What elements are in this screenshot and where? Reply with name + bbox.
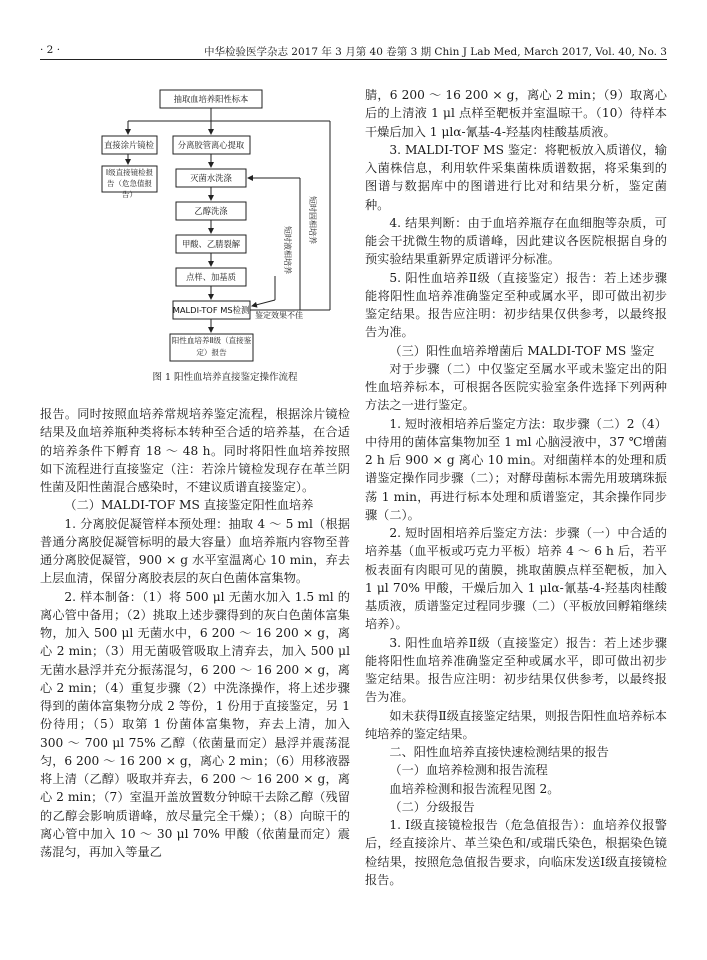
right-paragraph-10: 血培养检测和报告流程见图 2。	[389, 781, 560, 796]
box-water-label: 灭菌水洗涤	[190, 173, 232, 183]
box-report2-wrap	[171, 335, 252, 360]
left-paragraph-3: 2. 样本制备：（1）将 500 μl 无菌水加入 1.5 ml 的离心管中备用；（2）挑取上述步骤得到的灰白色菌体富集物，加入 500 μl 无菌水中，6 200 ～ 16 200 × g，离心 2 min；（3）用无菌吸管吸取上清弃去，加入 500 μl 无菌水悬浮并充分振荡混匀，6 200 ～ 16 200 × g，离心 2 min；（4）重复步骤（2）中洗涤操作，将上述步骤得到的菌体富集物分成 2 等份，1 份用于直接鉴定，另 1 份待用；（5）取第 1 份菌体富集物，弃去上清，加入 300 ～ 700 μl 75% 乙醇（依菌量而定）悬浮并震荡混匀，6 200 ～ 16 200 × g，离心 2 min；（6）用移液器将上清（乙醇）吸取并弃去，6 200 ～ 16 200 × g，离心 2 min；（7）室温开盖放置数分钟晾干去除乙醇（残留的乙醇会影响质谱峰，放尽量完全干燥）；（8）向晾干的离心管中加入 10 ～ 30 μl 70% 甲酸（依菌量而定）震荡混匀，再加入等量乙	[40, 589, 350, 859]
right-column	[365, 86, 667, 889]
header-rule	[40, 59, 667, 60]
section-heading-enrichment: （三）阳性血培养增菌后 MALDI-TOF MS 鉴定	[389, 343, 655, 358]
box-report1-label: Ⅰ级直接镜检报告（危急值报告）	[105, 168, 154, 199]
right-paragraph-9: 如未获得Ⅱ级直接鉴定结果，则报告阳性血培养标本纯培养的鉴定结果。	[365, 708, 667, 741]
right-paragraph-2: 3. MALDI-TOF MS 鉴定：将靶板放入质谱仪，输入菌株信息，利用软件采集菌株质谱数据，将采集到的图谱与数据库中的图谱进行比对和结果分析，鉴定菌种。	[365, 142, 667, 212]
page-number: · 2 ·	[40, 44, 61, 56]
part-heading-reporting: 二、阳性血培养直接快速检测结果的报告	[389, 745, 609, 759]
journal-citation: 中华检验医学杂志 2017 年 3 月第 40 卷第 3 期 Chin J Lab Med, March 2017, Vol. 40, No. 3	[203, 46, 667, 58]
short-liquid-culture-label: 短时液相培养	[283, 226, 292, 274]
fail-label: 鉴定效果不佳	[255, 311, 303, 320]
right-paragraph-11: 1. Ⅰ级直接镜检报告（危急值报告）：血培养仪报警后，经直接涂片、革兰染色和/或瑞氏染色，根据染色镜检结果，按照危急值报告要求，向临床发送Ⅰ级直接镜检报告。	[365, 818, 667, 887]
left-column	[40, 405, 350, 861]
box-start-label: 抽取血培养阳性标本	[173, 94, 249, 104]
box-report2-label: 阳性血培养Ⅱ级（直接鉴定）报告	[171, 336, 252, 357]
left-paragraph-2: 1. 分离胶促凝管样本预处理：抽取 4 ～ 5 ml（根据普通分离胶促凝管标明的最大容量）血培养瓶内容物至普通分离胶促凝管，900 × g 水平室温离心 10 min，弃去上层血清，保留分离胶表层的灰白色菌体富集物。	[40, 516, 350, 586]
subheading-workflow: （一）血培养检测和报告流程	[389, 763, 548, 778]
right-paragraph-6: 1. 短时液相培养后鉴定方法：取步骤（二）2（4）中待用的菌体富集物加至 1 ml 心脑浸液中，37 ℃增菌 2 h 后 900 × g 离心 10 min。对细菌样本的处理和质谱鉴定操作同步骤（二）；对酵母菌标本需先用玻璃珠振荡 1 min，再进行标本处理和质谱鉴定，其余操作同步骤（二）。	[365, 416, 667, 522]
right-paragraph-5: 对于步骤（二）中仅鉴定至属水平或未鉴定出的阳性血培养标本，可根据各医院实验室条件选择下列两种方法之一进行鉴定。	[365, 361, 667, 413]
right-paragraph-3: 4. 结果判断：由于血培养瓶存在血细胞等杂质，可能会干扰微生物的质谱峰，因此建议各医院根据自身的预实验结果重新界定质谱评分标准。	[365, 215, 667, 267]
right-paragraph-7: 2. 短时固相培养后鉴定方法：步骤（一）中合适的培养基（血平板或巧克力平板）培养 4 ～ 6 h 后，若平板表面有肉眼可见的菌膜，挑取菌膜点样至靶板，加入 1 μl 70% 甲酸，干燥后加入 1 μlα-氰基-4-羟基肉桂酸基质液，质谱鉴定过程同步骤（二）（平板放回孵箱继续培养）。	[365, 526, 667, 632]
right-paragraph-8: 3. 阳性血培养Ⅱ级（直接鉴定）报告：若上述步骤能将阳性血培养准确鉴定至种或属水平，即可做出初步鉴定结果。报告应注明：初步结果仅供参考，以最终报告为准。	[365, 635, 667, 705]
box-gram-label: 直接涂片镜检	[104, 140, 154, 150]
right-paragraph-1: 腈，6 200 ～ 16 200 × g，离心 2 min；（9）取离心后的上清液 1 μl 点样至靶板并室温晾干。（10）待样本干燥后加入 1 μlα-氰基-4-羟基肉桂酸基质液。	[365, 88, 667, 139]
figure-caption: 图 1 阳性血培养直接鉴定操作流程	[152, 372, 298, 383]
right-paragraph-4: 5. 阳性血培养Ⅱ级（直接鉴定）报告：若上述步骤能将阳性血培养准确鉴定至种或属水平，即可做出初步鉴定结果。报告应注明：初步结果仅供参考，以最终报告为准。	[365, 270, 667, 340]
box-centrifuge-label: 分离胶管离心提取	[177, 140, 245, 150]
subheading-graded-report: （二）分级报告	[389, 799, 475, 814]
box-maldi-label: MALDI-TOF MS检测	[172, 305, 250, 315]
flowchart-figure	[100, 86, 350, 386]
box-spot-label: 点样、加基质	[186, 272, 236, 282]
short-solid-culture-label: 短时固相培养	[308, 196, 317, 244]
flowchart-svg	[100, 86, 350, 366]
box-formic-label: 甲酸、乙腈裂解	[181, 239, 241, 249]
section-heading-direct-id: （二）MALDI-TOF MS 直接鉴定阳性血培养	[64, 498, 314, 513]
box-ethanol-label: 乙醇洗涤	[194, 206, 228, 216]
box-report1-wrap	[103, 167, 156, 199]
left-paragraph-1: 报告。同时按照血培养常规培养鉴定流程，根据涂片镜检结果及血培养瓶种类将标本转种至合适的培养基，在合适的培养条件下孵育 18 ～ 48 h。同时将阳性血培养按照如下流程进行直接鉴定（注：若涂片镜检发现存在革兰阴性菌及阳性菌混合感染时，不建议质谱直接鉴定）。	[40, 407, 350, 494]
running-header	[40, 42, 667, 60]
